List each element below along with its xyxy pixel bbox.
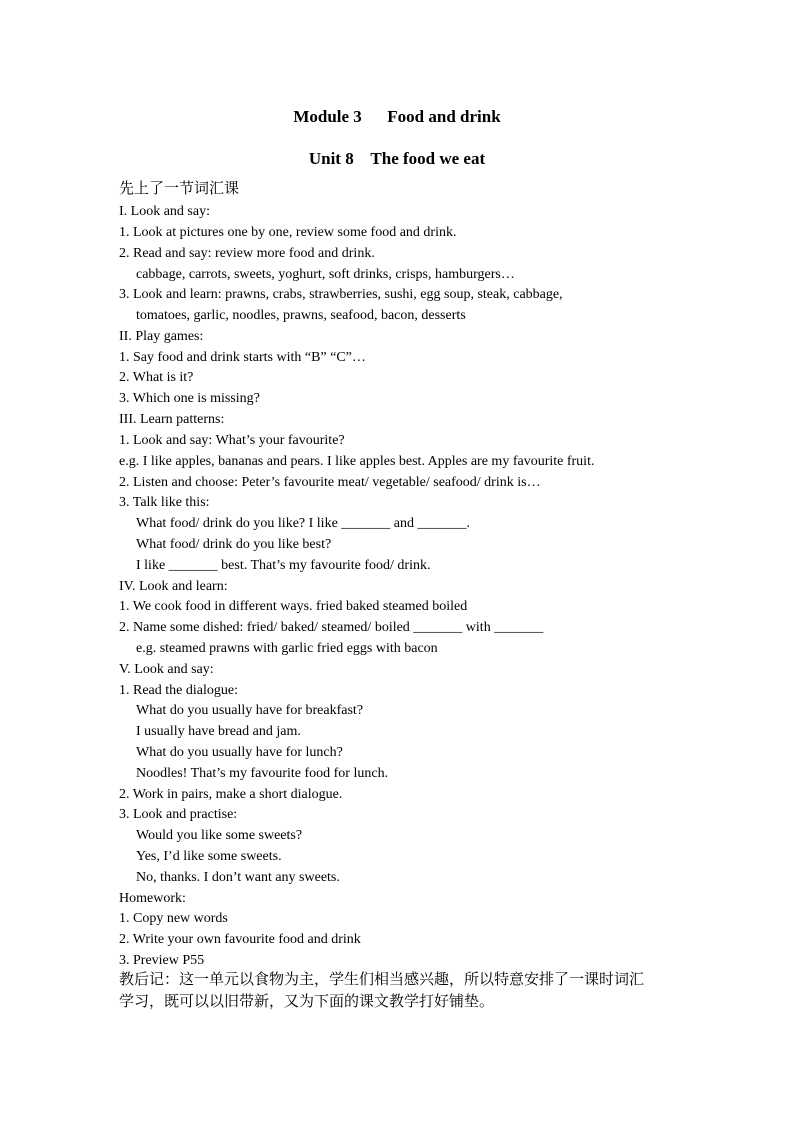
section-5-line-1: 1. Read the dialogue: [119, 683, 238, 698]
reflection-line-2: 学习，既可以以旧带新，又为下面的课文教学打好铺垫。 [119, 992, 495, 1010]
homework-line-1: 1. Copy new words [119, 911, 228, 926]
section-2-line-1: 1. Say food and drink starts with “B” “C”… [119, 350, 366, 365]
section-1-heading: I. Look and say: [119, 204, 210, 219]
section-3-line-6: What food/ drink do you like best? [136, 537, 332, 552]
section-4-line-1: 1. We cook food in different ways. fried baked steamed boiled [119, 599, 468, 614]
section-4-line-3: e.g. steamed prawns with garlic fried eggs with bacon [136, 641, 438, 656]
section-4-heading: IV. Look and learn: [119, 579, 228, 594]
section-5-line-5: Noodles! That’s my favourite food for lunch. [136, 766, 389, 781]
section-2-heading: II. Play games: [119, 329, 204, 344]
section-5-line-6: 2. Work in pairs, make a short dialogue. [119, 787, 343, 802]
section-5-line-9: Yes, I’d like some sweets. [136, 849, 282, 864]
section-1-line-3: cabbage, carrots, sweets, yoghurt, soft drinks, crisps, hamburgers… [136, 267, 515, 282]
section-5-heading: V. Look and say: [119, 662, 214, 677]
section-3-heading: III. Learn patterns: [119, 412, 225, 427]
section-3-line-5: What food/ drink do you like? I like _______ and _______. [136, 516, 470, 531]
section-2-line-3: 3. Which one is missing? [119, 391, 260, 406]
section-5-line-4: What do you usually have for lunch? [136, 745, 343, 760]
section-1-line-1: 1. Look at pictures one by one, review some food and drink. [119, 225, 457, 240]
homework-line-3: 3. Preview P55 [119, 953, 205, 968]
module-title: Module 3 Food and drink [293, 107, 501, 126]
section-3-line-1: 1. Look and say: What’s your favourite? [119, 433, 345, 448]
section-3-line-3: 2. Listen and choose: Peter’s favourite meat/ vegetable/ seafood/ drink is… [119, 475, 541, 490]
section-1-line-4: 3. Look and learn: prawns, crabs, strawberries, sushi, egg soup, steak, cabbage, [119, 287, 563, 302]
section-5-line-7: 3. Look and practise: [119, 807, 238, 822]
section-3-line-2: e.g. I like apples, bananas and pears. I like apples best. Apples are my favourite fruit. [119, 454, 595, 469]
homework-line-2: 2. Write your own favourite food and drink [119, 932, 361, 947]
reflection-line-1: 教后记：这一单元以食物为主，学生们相当感兴趣，所以特意安排了一课时词汇 [119, 970, 645, 988]
section-5-line-8: Would you like some sweets? [136, 828, 303, 843]
section-5-line-3: I usually have bread and jam. [136, 724, 301, 739]
section-4-line-2: 2. Name some dished: fried/ baked/ steamed/ boiled _______ with _______ [119, 620, 544, 635]
homework-heading: Homework: [119, 891, 186, 906]
section-3-line-4: 3. Talk like this: [119, 495, 210, 510]
section-5-line-2: What do you usually have for breakfast? [136, 703, 364, 718]
intro-note: 先上了一节词汇课 [119, 179, 240, 197]
section-2-line-2: 2. What is it? [119, 370, 194, 385]
section-5-line-10: No, thanks. I don’t want any sweets. [136, 870, 340, 885]
section-1-line-2: 2. Read and say: review more food and drink. [119, 246, 375, 261]
unit-title: Unit 8 The food we eat [308, 149, 486, 168]
section-3-line-7: I like _______ best. That’s my favourite food/ drink. [136, 558, 431, 573]
section-1-line-5: tomatoes, garlic, noodles, prawns, seafood, bacon, desserts [136, 308, 466, 323]
